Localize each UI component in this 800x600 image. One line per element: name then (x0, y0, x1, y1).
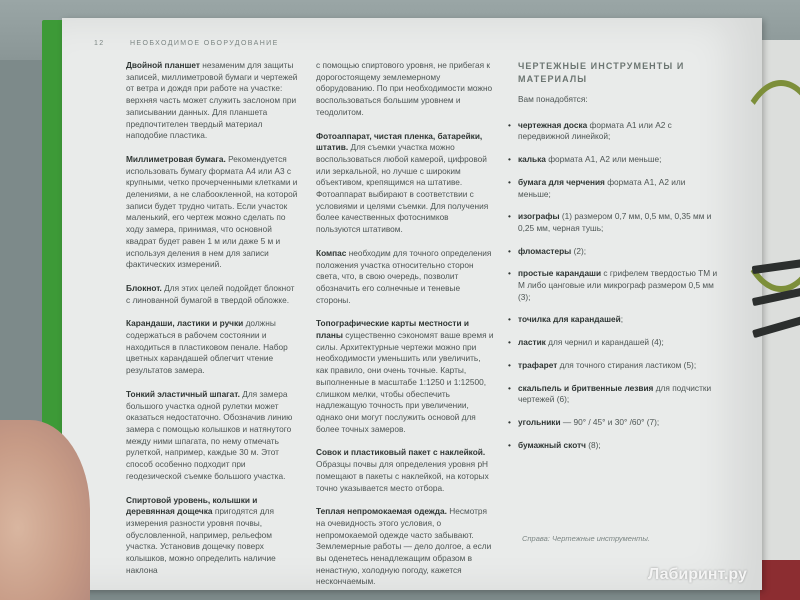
paragraph-text: незаменим для защиты записей, миллиметровой бумаги и чертежей от ветра и дождя при работе на участке: верхняя часть может служить заслоном при записывании данных. Для планшета предпочтителен твердый материал наподобие пластика. (126, 60, 298, 141)
tool-name: чертежная доска (518, 119, 588, 130)
paragraph-text: существенно сэкономят ваше время и силы. Архитектурные чертежи можно при необходимости уменьшить или увеличить, как правило, они очень точные. Карты, выполненные в масштабе 1:1250 и 1:12500, слишком мелки, чтобы обеспечить надлежащую точность при увеличении, однако они могут послужить основой для более точных замеров. (316, 330, 494, 434)
paragraph-text: Для съемки участка можно воспользоваться любой камерой, цифровой или зеркальной, но лучше с широким объективом, крепящимся на штативе. Фотоаппарат выбирают в соответствии с условиями и целями съемки. Для получения более качественных фотоснимков пользуются штативом. (316, 142, 489, 235)
paragraph (316, 248, 494, 307)
tool-name: трафарет (518, 359, 558, 370)
paragraph (316, 131, 494, 236)
term: Спиртовой уровень, колышки и деревянная дощечка (126, 494, 258, 517)
list-item (518, 211, 718, 234)
paragraph (316, 318, 494, 435)
paragraph-text: пригодятся для измерения разности уровня почвы, обусловленной, например, рельефом участка. Установив дощечку поверх колышков, можно определить наличие наклона (126, 506, 276, 575)
sidebar-column (518, 60, 718, 462)
paragraph-text: Для этих целей подойдет блокнот с линованной бумагой в твердой обложке. (126, 282, 295, 305)
tool-desc: для подчистки чертежей (6); (518, 382, 712, 405)
list-item (518, 440, 718, 452)
paragraph (316, 447, 494, 494)
paragraph-text: необходим для точного определения положения участка относительно сторон света, что, в свою очередь, позволит обозначить его солнечные и теневые стороны. (316, 247, 492, 305)
paragraph-text: с помощью спиртового уровня, не прибегая к дорогостоящему землемерному оборудованию. По при необходимости можно воспользоваться большим уровнем и теодолитом. (316, 60, 493, 117)
list-item (518, 337, 718, 349)
term: Карандаши, ластики и ручки (126, 318, 244, 329)
paragraph (316, 506, 494, 588)
term: Компас (316, 247, 347, 258)
sidebar-title: ЧЕРТЕЖНЫЕ ИНСТРУМЕНТЫ И МАТЕРИАЛЫ (518, 61, 685, 84)
list-item (518, 246, 718, 258)
tool-name: изографы (518, 211, 560, 222)
page-number: 12 (94, 40, 105, 47)
tool-name: точилка для карандашей (518, 314, 621, 325)
tool-name: скальпель и бритвенные лезвия (518, 382, 654, 393)
tool-desc: (1) размером 0,7 мм, 0,5 мм, 0,35 мм и 0,25 мм, черная тушь; (518, 211, 712, 233)
tool-name: фломастеры (518, 245, 572, 256)
list-item (518, 154, 718, 166)
section-title: НЕОБХОДИМОЕ ОБОРУДОВАНИЕ (129, 40, 279, 47)
page-header (94, 40, 279, 47)
term: Блокнот. (126, 282, 162, 293)
paragraph (126, 283, 298, 306)
list-item (518, 360, 718, 372)
tool-desc: формата А1, А2 или меньше; (545, 154, 662, 165)
tool-desc: ; (620, 314, 624, 325)
tool-name: калька (518, 154, 546, 165)
list-item (518, 268, 718, 303)
term: Миллиметровая бумага. (126, 153, 226, 164)
sidebar-intro: Вам понадобятся: (518, 94, 588, 104)
paragraph (126, 495, 298, 577)
paragraph (126, 154, 298, 271)
paragraph (126, 389, 298, 483)
tool-desc: — 90° / 45° и 30° /60° (7); (560, 416, 660, 427)
list-item (518, 177, 718, 200)
term: Фотоаппарат, чистая пленка, батарейки, штатив. (316, 130, 483, 153)
paragraph-text: Для замера большого участка одной рулетки может оказаться недостаточно. Обозначив линию замера с помощью колышков и натянутого между ними шпагата, по нему отмечать рулеткой, например, каждые 30 м. Этот способ особенно подходит при геодезической съемке большого участка. (126, 388, 293, 481)
tool-name: бумажный скотч (518, 439, 586, 450)
tool-desc: формата А1 или А2 с передвижной линейкой; (518, 119, 672, 142)
term: Топографические карты местности и планы (316, 318, 469, 341)
tools-list (518, 120, 718, 452)
term: Двойной планшет (126, 60, 200, 70)
list-item (518, 383, 718, 406)
paragraph-text: Несмотря на очевидность этого условия, о непромокаемой одежде часто забывают. Землемерные работы — дело долгое, а если вы оденетесь ненадлежащим образом в ненастную, холодную погоду, кажется нескончаемым. (316, 506, 492, 587)
term: Тонкий эластичный шпагат. (126, 388, 240, 399)
tool-desc: формата А1, А2 или меньше; (518, 176, 686, 199)
paragraph (126, 318, 298, 377)
paragraph-text: Образцы почвы для определения уровня pH помещают в пакеты с наклейкой, на которых точно указывается место отбора. (316, 459, 489, 493)
paragraph-text: должны содержаться в рабочем состоянии и находиться в пластиковом пенале. Набор цветных карандашей облегчит чтение результатов замера. (126, 318, 288, 376)
tool-desc: для точного стирания ластиком (5); (557, 359, 697, 370)
list-item (518, 417, 718, 429)
figure-caption: Справа: Чертежные инструменты. (522, 534, 650, 543)
tool-name: ластик (518, 337, 546, 348)
tool-desc: для чернил и карандашей (4); (545, 337, 664, 348)
tool-name: бумага для черчения (518, 176, 605, 187)
tool-name: угольники (518, 416, 561, 427)
text-column-1 (126, 60, 298, 588)
watermark-logo: Лабиринт.ру (648, 566, 747, 583)
paragraph (316, 60, 494, 119)
tool-name: простые карандаши (518, 268, 602, 279)
tool-desc: с грифелем твердостью ТМ и М либо цанговые или микрограф размером 0,5 мм (3); (518, 268, 718, 302)
tool-desc: (2); (571, 245, 587, 256)
term: Совок и пластиковый пакет с наклейкой. (316, 447, 486, 458)
tool-desc: (8); (585, 439, 601, 450)
paragraph (126, 60, 298, 142)
paragraph-text: Рекомендуется использовать бумагу формата А4 или А3 с крупными, четко прочерченными клетками и делениями, а не слабоокленной, на которой записи будет трудно читать. Если участок маленький, его чертеж можно сделать по ходу замера, принимая, что основной квадрат будет равен 1 м или даже 5 м и используя деления в нем для записи фактических измерений. (126, 153, 298, 270)
term: Теплая непромокаемая одежда. (316, 506, 447, 517)
list-item (518, 314, 718, 326)
text-column-2 (316, 60, 494, 600)
list-item (518, 120, 718, 143)
